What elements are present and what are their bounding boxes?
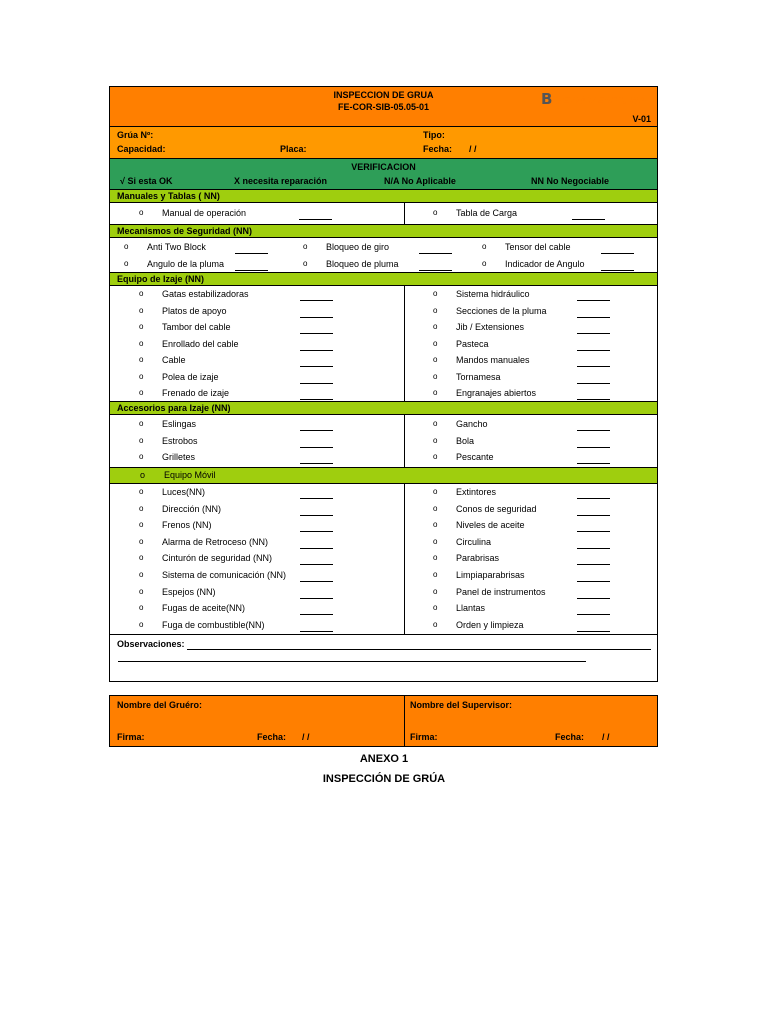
checklist-answer-line[interactable] [577, 581, 610, 582]
checklist-answer-line[interactable] [235, 270, 268, 271]
checklist-item-label: Bola [456, 435, 475, 446]
accesorios-rows [110, 415, 657, 468]
checkbox-circle-icon[interactable]: o [139, 536, 144, 546]
section-mecanismos: Mecanismos de Seguridad (NN) [110, 225, 657, 238]
mecanismos-rows [110, 238, 657, 273]
checklist-answer-line[interactable] [577, 463, 610, 464]
checklist-item-label: Fugas de aceite(NN) [162, 603, 246, 614]
checklist-answer-line[interactable] [299, 219, 332, 220]
checkbox-circle-icon[interactable]: o [139, 208, 144, 217]
checkbox-circle-icon[interactable]: o [433, 603, 438, 613]
checklist-item-label: Jib / Extensiones [456, 322, 525, 332]
section-equipo-izaje: Equipo de Izaje (NN) [110, 273, 657, 286]
checkbox-circle-icon[interactable]: o [139, 503, 144, 513]
inspection-form [109, 86, 658, 682]
checkbox-circle-icon[interactable]: o [433, 355, 438, 364]
checklist-answer-line[interactable] [577, 300, 610, 301]
logo-text: UENAVENTURA [553, 95, 648, 107]
checkbox-circle-icon[interactable]: o [303, 242, 308, 251]
checklist-answer-line[interactable] [300, 333, 333, 334]
checklist-item-label: Angulo de la pluma [147, 259, 225, 269]
annex-title: INSPECCIÓN DE GRÚA [322, 773, 446, 785]
manuales-rows [110, 203, 657, 225]
legend-ok: √ Si esta OK [120, 176, 173, 186]
checkbox-circle-icon[interactable]: o [124, 259, 129, 268]
checkbox-circle-icon[interactable]: o [433, 520, 438, 530]
checkbox-circle-icon[interactable]: o [433, 419, 438, 428]
checkbox-circle-icon[interactable]: o [433, 487, 438, 496]
checklist-item-label: Polea de izaje [162, 371, 219, 382]
checkbox-circle-icon[interactable]: o [139, 603, 144, 613]
checkbox-circle-icon[interactable]: o [139, 289, 144, 298]
checkbox-circle-icon[interactable]: o [139, 520, 144, 530]
checklist-answer-line[interactable] [300, 631, 333, 632]
checklist-answer-line[interactable] [577, 614, 610, 615]
form-title-line1: INSPECCION DE GRUA [333, 90, 434, 100]
checklist-answer-line[interactable] [577, 564, 610, 565]
checklist-answer-line[interactable] [300, 614, 333, 615]
checklist-item-label: Luces(NN) [162, 487, 206, 497]
checkbox-circle-icon[interactable]: o [139, 435, 144, 445]
checklist-item-label: Platos de apoyo [162, 305, 227, 316]
checklist-answer-line[interactable] [300, 447, 333, 448]
checklist-item-label: Orden y limpieza [456, 619, 524, 630]
form-code: FE-COR-SIB-05.05-01 [337, 102, 430, 112]
checklist-answer-line[interactable] [235, 253, 268, 254]
checklist-item-label: Eslingas [162, 419, 197, 429]
observaciones-line-2 [118, 661, 586, 662]
gruero-label: Nombre del Gruéro: [117, 700, 203, 710]
checkbox-circle-icon[interactable]: o [139, 338, 144, 348]
checklist-answer-line[interactable] [577, 430, 610, 431]
checklist-answer-line[interactable] [300, 366, 333, 367]
checkbox-circle-icon[interactable]: o [433, 619, 438, 629]
supervisor-firma-label: Firma: [410, 732, 438, 742]
checklist-item-label: Fuga de combustible(NN) [162, 619, 265, 630]
checkbox-circle-icon[interactable]: o [433, 435, 438, 445]
checklist-answer-line[interactable] [300, 399, 333, 400]
company-logo [541, 90, 648, 108]
checklist-item-label: Pasteca [456, 338, 489, 349]
checklist-item-label: Cable [162, 355, 186, 365]
checklist-item-label: Espejos (NN) [162, 586, 216, 597]
capacidad-label: Capacidad: [117, 144, 166, 154]
gruero-fecha-label: Fecha: [257, 732, 287, 742]
legend-repair: X necesita reparación [234, 176, 328, 186]
checkbox-circle-icon[interactable]: o [139, 419, 144, 428]
checklist-item-label: Extintores [456, 487, 497, 497]
checkbox-circle-icon[interactable]: o [433, 289, 438, 298]
checklist-item-label: Mandos manuales [456, 355, 530, 365]
checkbox-circle-icon[interactable]: o [139, 553, 144, 563]
section-equipo-movil [110, 468, 657, 484]
checklist-item-label: Gancho [456, 419, 488, 429]
crane-meta [110, 127, 657, 159]
verification-title: VERIFICACION [351, 162, 416, 172]
movil-bullet: o [140, 470, 146, 480]
checkbox-circle-icon[interactable]: o [139, 388, 144, 397]
checkbox-circle-icon[interactable]: o [433, 322, 438, 331]
checklist-item-label: Tornamesa [456, 371, 501, 382]
checklist-answer-line[interactable] [300, 300, 333, 301]
checkbox-circle-icon[interactable]: o [139, 487, 144, 496]
checklist-answer-line[interactable] [577, 598, 610, 599]
checklist-answer-line[interactable] [601, 253, 634, 254]
checklist-answer-line[interactable] [300, 548, 333, 549]
checklist-answer-line[interactable] [577, 399, 610, 400]
checklist-answer-line[interactable] [300, 564, 333, 565]
checklist-answer-line[interactable] [577, 447, 610, 448]
checkbox-circle-icon[interactable]: o [433, 503, 438, 513]
checklist-item-label: Alarma de Retroceso (NN) [162, 536, 269, 547]
checklist-item-label: Manual de operación [162, 208, 247, 218]
checkbox-circle-icon[interactable]: o [433, 208, 438, 217]
fecha-label: Fecha: [423, 144, 453, 154]
checklist-item-label: Tambor del cable [162, 322, 231, 332]
checkbox-circle-icon[interactable]: o [433, 553, 438, 563]
movil-title: Equipo Móvil [164, 470, 216, 480]
form-header [110, 87, 657, 127]
checklist-answer-line[interactable] [577, 317, 610, 318]
gruero-fecha-value: / / [302, 732, 310, 742]
checklist-answer-line[interactable] [577, 515, 610, 516]
checkbox-circle-icon[interactable]: o [433, 536, 438, 546]
section-manuales: Manuales y Tablas ( NN) [110, 190, 657, 203]
checkbox-circle-icon[interactable]: o [433, 388, 438, 397]
checklist-item-label: Limpiaparabrisas [456, 570, 525, 580]
checklist-item-label: Estrobos [162, 435, 198, 446]
checklist-item-label: Sistema de comunicación (NN) [162, 570, 287, 580]
checklist-answer-line[interactable] [572, 219, 605, 220]
checklist-answer-line[interactable] [300, 598, 333, 599]
checklist-item-label: Circulina [456, 536, 492, 547]
checklist-item-label: Frenos (NN) [162, 520, 212, 531]
section-accesorios: Accesorios para Izaje (NN) [110, 402, 657, 415]
supervisor-fecha-value: / / [602, 732, 610, 742]
checklist-item-label: Tensor del cable [505, 242, 571, 252]
checkbox-circle-icon[interactable]: o [139, 322, 144, 331]
checklist-item-label: Engranajes abiertos [456, 388, 537, 398]
checklist-item-label: Llantas [456, 603, 486, 614]
checklist-item-label: Gatas estabilizadoras [162, 289, 249, 299]
checklist-item-label: Sistema hidráulico [456, 289, 530, 299]
observaciones-box [110, 635, 657, 681]
tipo-label: Tipo: [423, 130, 445, 140]
observaciones-label: Observaciones: [117, 639, 185, 649]
grua-label: Grúa Nº: [117, 130, 154, 140]
checkbox-circle-icon[interactable]: o [433, 338, 438, 348]
supervisor-fecha-label: Fecha: [555, 732, 585, 742]
supervisor-label: Nombre del Supervisor: [410, 700, 513, 710]
checkbox-circle-icon[interactable]: o [139, 305, 144, 315]
legend-na: N/A No Aplicable [384, 176, 456, 186]
checkbox-circle-icon[interactable]: o [433, 586, 438, 596]
checklist-answer-line[interactable] [300, 383, 333, 384]
checklist-answer-line[interactable] [601, 270, 634, 271]
checklist-answer-line[interactable] [300, 463, 333, 464]
signature-box [109, 695, 658, 747]
checklist-answer-line[interactable] [577, 548, 610, 549]
annex-number: ANEXO 1 [359, 753, 409, 765]
checklist-answer-line[interactable] [419, 270, 452, 271]
checklist-item-label: Frenado de izaje [162, 388, 230, 398]
checklist-answer-line[interactable] [300, 498, 333, 499]
checkbox-circle-icon[interactable]: o [433, 371, 438, 381]
checklist-answer-line[interactable] [577, 531, 610, 532]
observaciones-line-1 [187, 649, 651, 650]
checkbox-circle-icon[interactable]: o [482, 259, 487, 268]
checkbox-circle-icon[interactable]: o [124, 242, 129, 251]
checklist-answer-line[interactable] [300, 317, 333, 318]
checklist-item-label: Dirección (NN) [162, 503, 222, 514]
verification-legend [110, 159, 657, 190]
fecha-value: / / [469, 144, 477, 154]
checklist-answer-line[interactable] [577, 631, 610, 632]
checklist-answer-line[interactable] [577, 383, 610, 384]
checkbox-circle-icon[interactable]: o [139, 355, 144, 364]
checklist-answer-line[interactable] [577, 333, 610, 334]
checkbox-circle-icon[interactable]: o [139, 570, 144, 579]
checkbox-circle-icon[interactable]: o [433, 570, 438, 579]
checklist-item-label: Parabrisas [456, 553, 500, 564]
checklist-item-label: Pescante [456, 452, 494, 462]
checkbox-circle-icon[interactable]: o [303, 259, 308, 268]
checklist-item-label: Enrollado del cable [162, 338, 239, 349]
checklist-item-label: Tabla de Carga [456, 208, 518, 218]
checkbox-circle-icon[interactable]: o [482, 242, 487, 251]
checklist-answer-line[interactable] [300, 531, 333, 532]
checkbox-circle-icon[interactable]: o [139, 586, 144, 596]
checkbox-circle-icon[interactable]: o [433, 452, 438, 461]
checklist-answer-line[interactable] [419, 253, 452, 254]
checklist-answer-line[interactable] [300, 581, 333, 582]
placa-label: Placa: [280, 144, 307, 154]
checklist-item-label: Conos de seguridad [456, 503, 537, 514]
checklist-item-label: Cinturón de seguridad (NN) [162, 553, 273, 564]
checklist-item-label: Bloqueo de giro [326, 242, 390, 252]
version-label: V-01 [632, 114, 651, 124]
movil-rows [110, 484, 657, 635]
gruero-firma-label: Firma: [117, 732, 145, 742]
checkbox-circle-icon[interactable]: o [433, 305, 438, 315]
checkbox-circle-icon[interactable]: o [139, 619, 144, 629]
checklist-answer-line[interactable] [300, 350, 333, 351]
checklist-item-label: Niveles de aceite [456, 520, 525, 531]
checklist-answer-line[interactable] [300, 515, 333, 516]
logo-initial: B [541, 90, 554, 108]
checklist-answer-line[interactable] [577, 498, 610, 499]
checklist-item-label: Grilletes [162, 452, 196, 462]
izaje-rows [110, 286, 657, 402]
checklist-item-label: Secciones de la pluma [456, 305, 547, 316]
checkbox-circle-icon[interactable]: o [139, 452, 144, 461]
checklist-item-label: Indicador de Angulo [505, 259, 585, 269]
checklist-answer-line[interactable] [300, 430, 333, 431]
checklist-item-label: Bloqueo de pluma [326, 259, 399, 269]
legend-nn: NN No Negociable [531, 176, 610, 186]
checklist-answer-line[interactable] [577, 366, 610, 367]
checklist-item-label: Anti Two Block [147, 242, 206, 252]
checkbox-circle-icon[interactable]: o [139, 371, 144, 381]
checklist-answer-line[interactable] [577, 350, 610, 351]
checklist-item-label: Panel de instrumentos [456, 586, 546, 597]
